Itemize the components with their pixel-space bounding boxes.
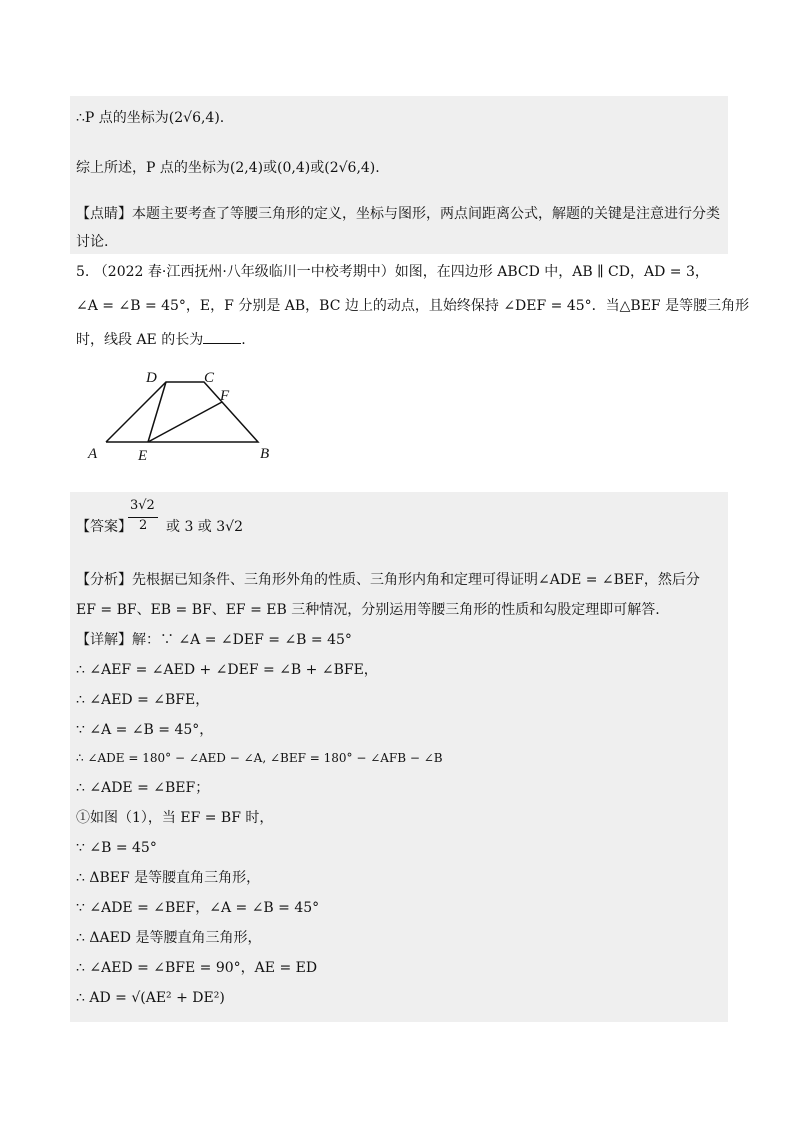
detail-line-2: ∴ ∠AEF = ∠AED + ∠DEF = ∠B + ∠BFE， [76, 662, 378, 678]
question-line-3-end: . [241, 332, 246, 348]
question-line-3-text: 时，线段 AE 的长为 [76, 332, 204, 348]
case-1-step-2: ∴ ΔBEF 是等腰直角三角形， [76, 870, 261, 886]
key-point-line: 【点睛】本题主要考查了等腰三角形的定义，坐标与图形，两点间距离公式，解题的关键是注意进行分类 [76, 206, 720, 222]
trapezoid-figure [80, 366, 290, 466]
label-f: F [220, 388, 230, 404]
question-line-2: ∠A = ∠B = 45°，E，F 分别是 AB，BC 边上的动点，且始终保持 ∠DEF = 45°．当△BEF 是等腰三角形 [76, 298, 750, 314]
case-1-step-1: ∵ ∠B = 45° [76, 840, 157, 856]
coordinate-conclusion: ∴P 点的坐标为(2√6,4). [76, 110, 225, 126]
label-d: D [146, 370, 157, 386]
key-point-line-cont: 讨论. [76, 234, 109, 250]
answer-label: 【答案】 [76, 519, 132, 535]
question-line-1: 5. （2022 春·江西抚州·八年级临川一中校考期中）如图，在四边形 ABCD 中，AB ∥ CD，AD = 3， [76, 264, 709, 280]
fraction-numerator: 3√2 [130, 498, 155, 513]
question-line-3 [76, 330, 246, 350]
label-b: B [260, 446, 270, 462]
detail-line-5: ∴ ∠ADE = 180° − ∠AED − ∠A, ∠BEF = 180° − ∠AFB − ∠B [76, 751, 443, 765]
detail-line-3: ∴ ∠AED = ∠BFE， [76, 692, 210, 708]
detail-line-1: 【详解】解：∵ ∠A = ∠DEF = ∠B = 45° [76, 632, 352, 648]
answer-rest: 或 3 或 3√2 [166, 519, 243, 535]
case-1-step-5: ∴ ∠AED = ∠BFE = 90°，AE = ED [76, 960, 318, 976]
detail-line-6: ∴ ∠ADE = ∠BEF； [76, 780, 210, 796]
case-1-step-6: ∴ AD = √(AE² + DE²) [76, 990, 225, 1006]
case-1-line: ①如图（1），当 EF = BF 时， [76, 810, 274, 826]
detail-line-4: ∵ ∠A = ∠B = 45°， [76, 722, 214, 738]
segment-ef [148, 402, 222, 442]
summary-line: 综上所述，P 点的坐标为(2,4)或(0,4)或(2√6,4). [76, 160, 380, 176]
case-1-step-4: ∴ ΔAED 是等腰直角三角形， [76, 930, 262, 946]
fraction-denominator: 2 [139, 518, 148, 533]
label-c: C [204, 370, 215, 386]
analysis-line-2: EF = BF、EB = BF、EF = EB 三种情况，分别运用等腰三角形的性质和勾股定理即可解答. [76, 602, 660, 618]
trapezoid-outline [106, 382, 258, 442]
label-e: E [138, 448, 148, 464]
label-a: A [88, 446, 98, 462]
answer-blank [203, 331, 241, 344]
case-1-step-3: ∵ ∠ADE = ∠BEF，∠A = ∠B = 45° [76, 900, 320, 916]
analysis-line-1: 【分析】先根据已知条件、三角形外角的性质、三角形内角和定理可得证明∠ADE = ∠BEF，然后分 [76, 572, 700, 588]
